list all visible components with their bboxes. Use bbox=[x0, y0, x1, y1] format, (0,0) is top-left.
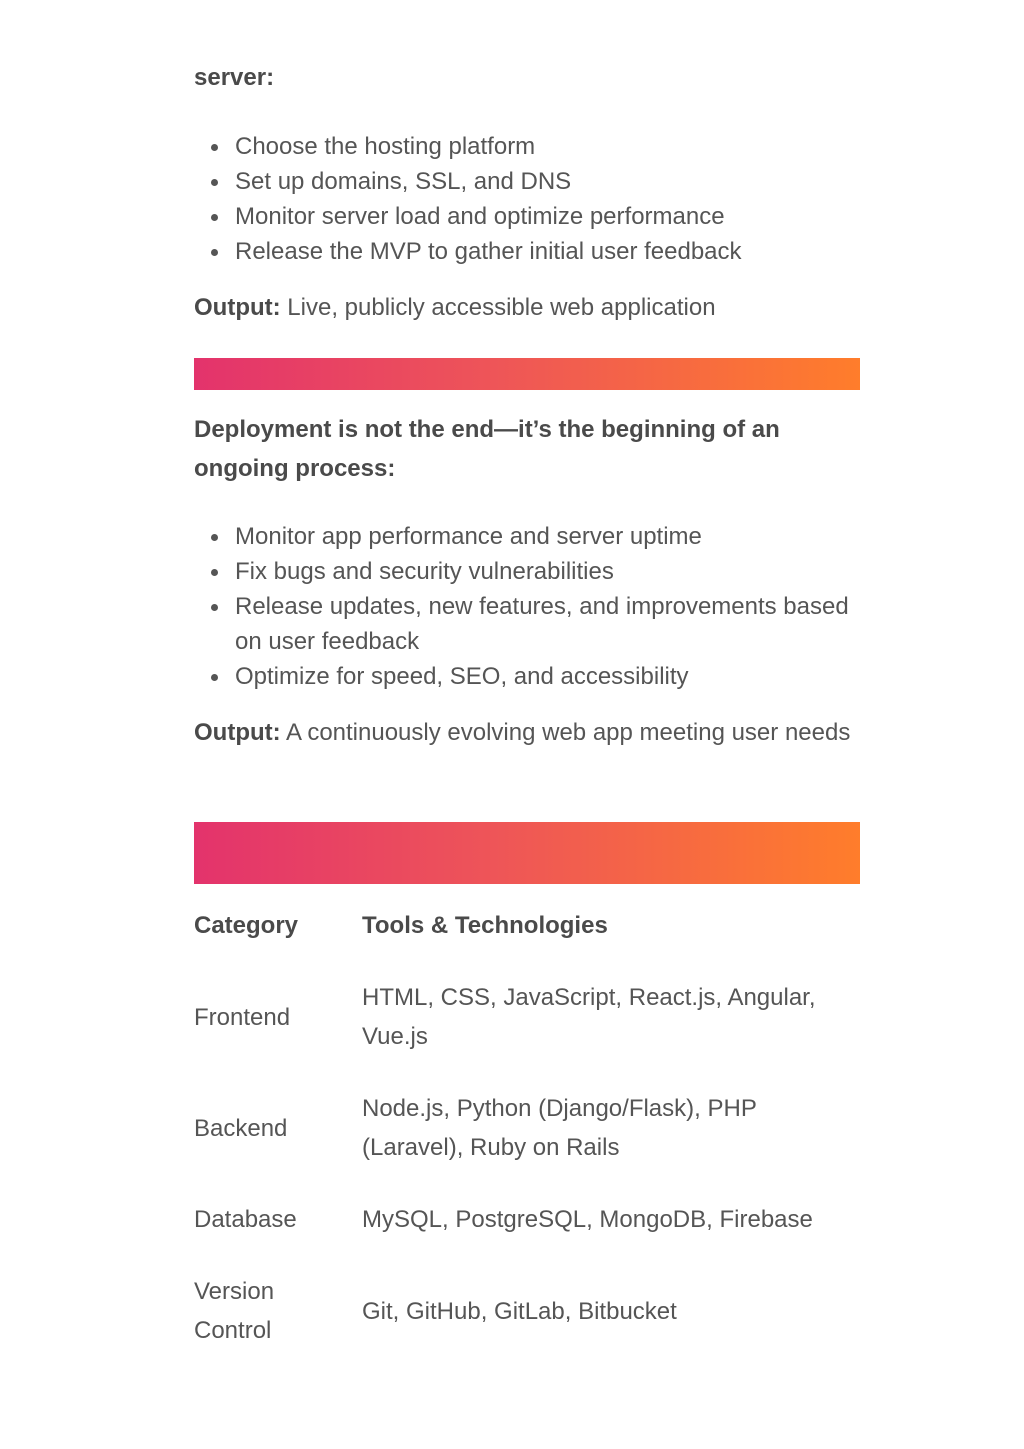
bullet-icon bbox=[211, 179, 218, 186]
output-line bbox=[194, 713, 854, 752]
table-cell-tools: MySQL, PostgreSQL, MongoDB, Firebase bbox=[362, 1206, 813, 1233]
column-header-category: Category bbox=[194, 912, 299, 939]
output-line bbox=[194, 288, 716, 327]
bullet-list bbox=[194, 129, 860, 269]
output-label: Output: bbox=[194, 719, 281, 746]
list-item: Fix bugs and security vulnerabilities bbox=[194, 554, 860, 589]
bullet-icon bbox=[211, 569, 218, 576]
bullet-list bbox=[194, 519, 860, 694]
table-row bbox=[194, 1200, 860, 1239]
column-header-tools: Tools & Technologies bbox=[362, 912, 608, 939]
output-text: Live, publicly accessible web application bbox=[287, 294, 716, 321]
section-header-bar bbox=[194, 822, 860, 884]
bullet-icon bbox=[211, 534, 218, 541]
table-cell-category: Backend bbox=[194, 1114, 288, 1142]
table-cell-tools: HTML, CSS, JavaScript, React.js, Angular, Vue.js bbox=[362, 984, 816, 1050]
list-item: Monitor app performance and server uptime bbox=[194, 519, 860, 554]
list-item: Monitor server load and optimize performance bbox=[194, 199, 860, 234]
table-cell-category: Version Control bbox=[194, 1278, 275, 1344]
section-divider-bar bbox=[194, 358, 860, 390]
output-text: A continuously evolving web app meeting user needs bbox=[285, 719, 851, 746]
bullet-icon bbox=[211, 214, 218, 221]
table-cell-category: Database bbox=[194, 1206, 297, 1233]
list-item: Optimize for speed, SEO, and accessibility bbox=[194, 659, 860, 694]
table-cell-tools: Git, GitHub, GitLab, Bitbucket bbox=[362, 1297, 677, 1325]
bullet-icon bbox=[211, 249, 218, 256]
table-row bbox=[194, 1272, 860, 1350]
section-intro: server: bbox=[194, 64, 275, 91]
bullet-icon bbox=[211, 144, 218, 151]
list-item: Set up domains, SSL, and DNS bbox=[194, 164, 860, 199]
table-cell-category: Frontend bbox=[194, 1003, 291, 1031]
list-item: Choose the hosting platform bbox=[194, 129, 860, 164]
table-row bbox=[194, 1089, 860, 1167]
table-header-row bbox=[194, 906, 860, 945]
table-row bbox=[194, 978, 860, 1056]
output-label: Output: bbox=[194, 294, 281, 321]
list-item: Release the MVP to gather initial user feedback bbox=[194, 234, 860, 269]
table-cell-tools: Node.js, Python (Django/Flask), PHP (Laravel), Ruby on Rails bbox=[362, 1095, 757, 1161]
section-intro: Deployment is not the end—it’s the beginning of an ongoing process: bbox=[194, 416, 780, 482]
bullet-icon bbox=[211, 674, 218, 681]
list-item: Release updates, new features, and improvements based on user feedback bbox=[194, 589, 860, 659]
bullet-icon bbox=[211, 604, 218, 611]
